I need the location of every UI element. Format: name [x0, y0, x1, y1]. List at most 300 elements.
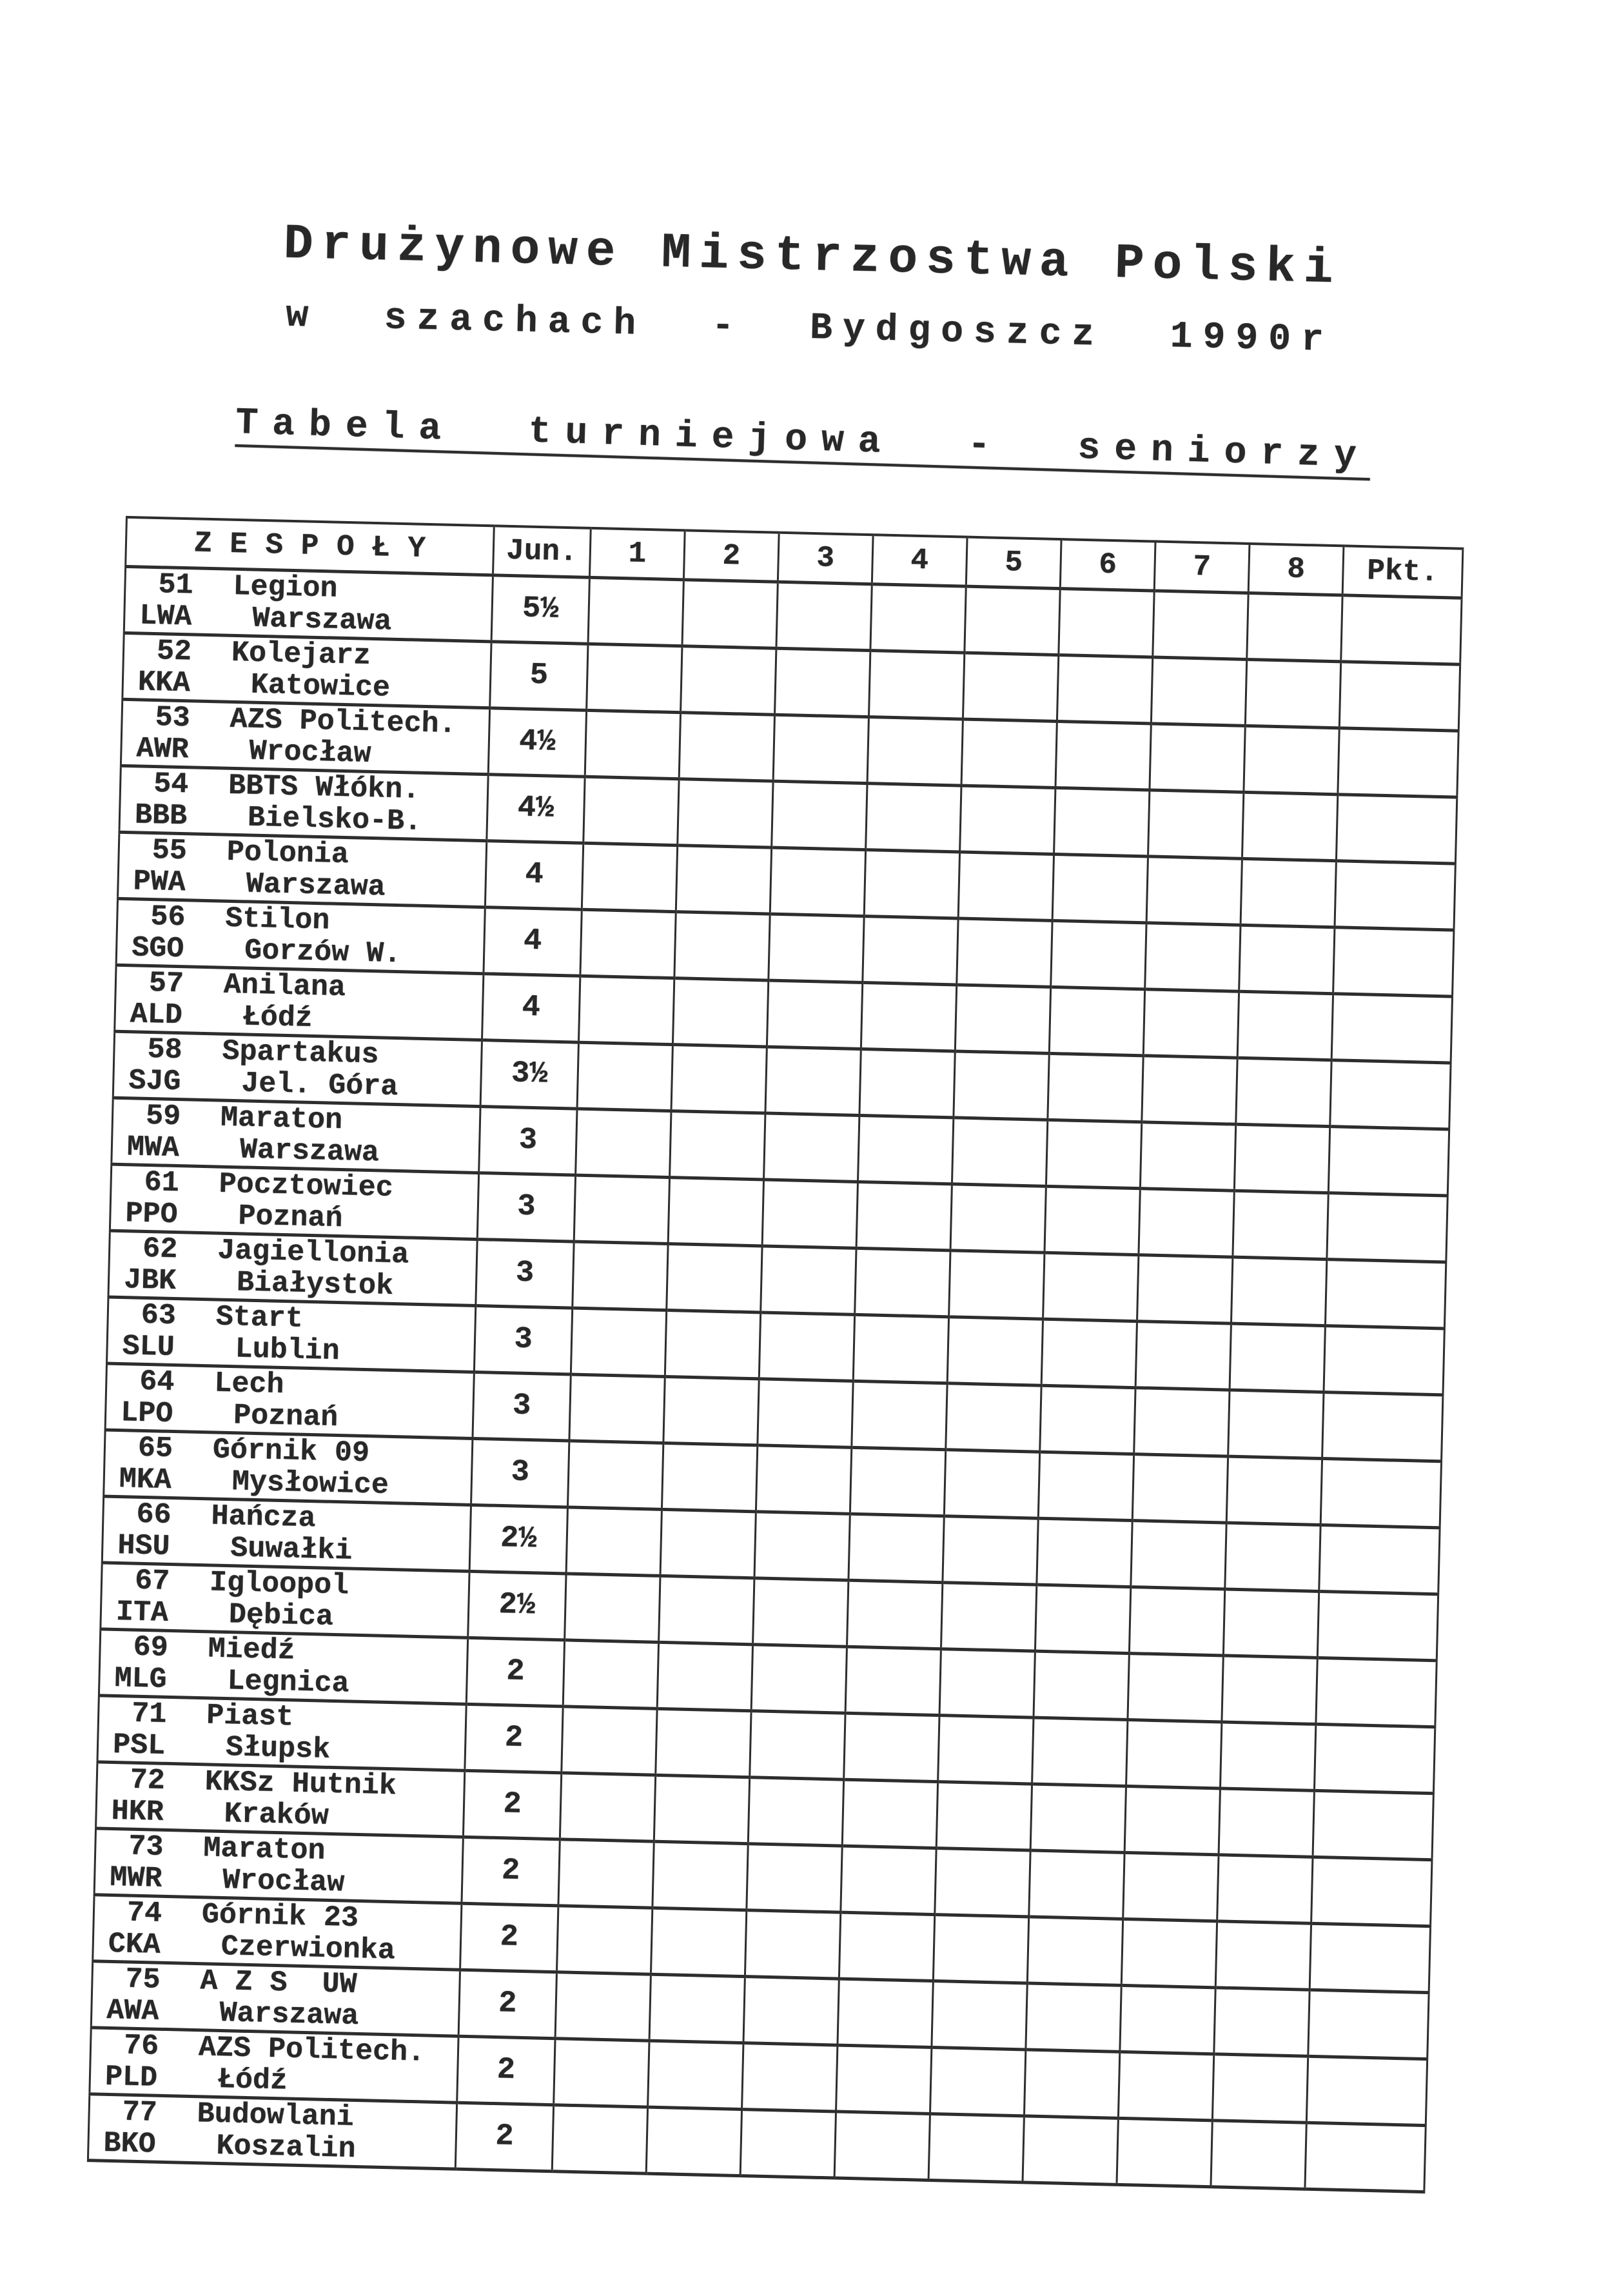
team-code: SLU — [122, 1329, 175, 1364]
pkt-cell — [1306, 2056, 1427, 2125]
team-city: Warszawa — [219, 1996, 359, 2033]
round-6-cell — [1029, 1850, 1124, 1919]
team-club: Spartakus — [221, 1034, 380, 1071]
round-6-cell — [1035, 1585, 1130, 1653]
round-7-cell — [1137, 1254, 1233, 1323]
pkt-cell — [1341, 595, 1462, 664]
round-6-cell — [1040, 1385, 1135, 1454]
team-club: Pocztowiec — [219, 1167, 394, 1205]
jun-score-cell: 3 — [477, 1173, 575, 1242]
round-5-cell — [952, 1117, 1047, 1185]
round-5-cell — [930, 2047, 1025, 2115]
team-cell — [104, 1430, 473, 1505]
jun-score-cell: 4½ — [487, 774, 585, 843]
team-code: BBB — [134, 798, 188, 833]
round-1-cell — [576, 1109, 671, 1177]
round-2-cell — [670, 1111, 765, 1179]
round-8-cell — [1234, 1124, 1329, 1193]
round-6-cell — [1032, 1717, 1128, 1786]
round-1-cell — [580, 909, 676, 978]
round-1-cell — [588, 577, 683, 646]
round-4-cell — [845, 1647, 941, 1715]
round-8-cell — [1225, 1523, 1320, 1591]
team-club: Górnik 23 — [201, 1897, 359, 1935]
jun-score-cell: 2½ — [468, 1571, 566, 1640]
round-3-cell — [764, 1113, 859, 1182]
round-1-cell — [584, 777, 679, 845]
round-6-cell — [1048, 1053, 1143, 1122]
pkt-cell — [1322, 1392, 1443, 1461]
round-7-cell — [1118, 2052, 1213, 2120]
round-2-cell — [657, 1642, 752, 1710]
round-6-cell — [1023, 2115, 1118, 2184]
team-city: Wrocław — [222, 1863, 345, 1899]
team-number: 58 — [146, 1033, 183, 1067]
round-4-cell — [868, 650, 964, 718]
round-1-cell — [552, 2104, 647, 2173]
team-cell — [88, 2093, 456, 2168]
round-6-cell — [1024, 2049, 1119, 2117]
round-3-cell — [751, 1644, 847, 1712]
round-6-cell — [1030, 1784, 1126, 1852]
round-2-cell — [672, 978, 768, 1046]
team-code: LPO — [120, 1396, 173, 1430]
round-6-cell — [1054, 787, 1150, 856]
round-8-cell — [1233, 1191, 1328, 1259]
round-5-cell — [949, 1250, 1045, 1318]
team-cell — [101, 1562, 469, 1637]
round-4-cell — [855, 1248, 950, 1316]
round-4-cell — [858, 1115, 954, 1183]
round-6-cell — [1034, 1651, 1129, 1719]
team-club: Górnik 09 — [212, 1432, 370, 1470]
round-3-cell — [769, 914, 864, 982]
team-city: Słupsk — [225, 1730, 331, 1767]
round-4-cell — [844, 1713, 939, 1781]
team-cell — [124, 566, 493, 641]
round-7-cell — [1132, 1454, 1228, 1522]
round-7-cell — [1123, 1852, 1219, 1921]
round-1-cell — [562, 1706, 657, 1774]
jun-score-cell: 4 — [484, 907, 582, 976]
team-code: JBK — [123, 1263, 177, 1298]
jun-score-cell: 2 — [460, 1903, 558, 1972]
col-header-round-1: 1 — [589, 528, 685, 579]
team-cell — [97, 1695, 466, 1770]
round-1-cell — [569, 1374, 665, 1443]
round-2-cell — [651, 1908, 746, 1976]
jun-score-cell: 2 — [465, 1704, 563, 1773]
col-header-round-7: 7 — [1154, 542, 1250, 593]
round-3-cell — [742, 2043, 838, 2111]
team-number: 75 — [124, 1963, 161, 1997]
round-8-cell — [1217, 1854, 1313, 1923]
round-2-cell — [649, 1974, 745, 2043]
page-title: Drużynowe Mistrzostwa Polski — [282, 216, 1342, 297]
pkt-cell — [1336, 794, 1457, 863]
team-number: 71 — [131, 1697, 167, 1731]
col-header-round-4: 4 — [872, 535, 967, 586]
pkt-cell — [1327, 1193, 1447, 1262]
jun-score-cell: 3 — [471, 1438, 569, 1507]
team-number: 73 — [128, 1830, 164, 1864]
round-2-cell — [656, 1708, 751, 1777]
team-city: Łódź — [242, 1000, 313, 1035]
round-4-cell — [842, 1779, 937, 1848]
team-cell — [107, 1297, 476, 1372]
round-8-cell — [1211, 2120, 1306, 2188]
team-club: Maraton — [220, 1101, 343, 1137]
team-number: 65 — [137, 1431, 173, 1465]
team-city: Bielsko-B. — [247, 800, 422, 838]
team-club: Maraton — [202, 1831, 326, 1868]
team-code: MLG — [113, 1661, 168, 1696]
team-city: Dębica — [228, 1598, 334, 1634]
round-1-cell — [558, 1839, 654, 1907]
jun-score-cell: 3 — [474, 1305, 572, 1374]
col-header-round-6: 6 — [1060, 539, 1155, 590]
team-number: 76 — [123, 2028, 159, 2063]
team-club: Hańcza — [210, 1499, 317, 1535]
round-7-cell — [1117, 2118, 1212, 2186]
round-6-cell — [1027, 1916, 1123, 1984]
team-city: Gorzów W. — [244, 933, 402, 971]
team-number: 77 — [122, 2095, 158, 2130]
round-3-cell — [772, 781, 867, 849]
round-6-cell — [1051, 920, 1146, 989]
round-4-cell — [859, 1049, 955, 1117]
round-1-cell — [557, 1905, 652, 1974]
team-cell — [91, 1961, 460, 2035]
team-club: Budowlani — [197, 2097, 355, 2134]
round-8-cell — [1239, 925, 1335, 993]
round-7-cell — [1121, 1919, 1217, 1987]
team-code: KKA — [137, 665, 191, 700]
team-code: CKA — [108, 1927, 161, 1962]
round-2-cell — [668, 1177, 763, 1245]
team-code: AWR — [135, 731, 190, 766]
pkt-cell — [1308, 1990, 1429, 2059]
jun-score-cell: 2 — [462, 1837, 560, 1906]
team-city: Warszawa — [246, 867, 386, 904]
round-1-cell — [585, 710, 680, 778]
round-6-cell — [1049, 987, 1144, 1055]
jun-score-cell: 2 — [466, 1638, 564, 1707]
round-6-cell — [1059, 588, 1154, 657]
team-cell — [110, 1164, 478, 1239]
team-cell — [94, 1828, 463, 1903]
round-3-cell — [767, 980, 862, 1049]
round-2-cell — [652, 1841, 748, 1910]
round-1-cell — [574, 1175, 669, 1243]
round-6-cell — [1045, 1186, 1140, 1254]
team-city: Koszalin — [215, 2129, 357, 2166]
round-8-cell — [1215, 1921, 1311, 1989]
team-cell — [112, 1098, 480, 1173]
round-1-cell — [571, 1308, 666, 1376]
round-7-cell — [1131, 1520, 1226, 1588]
round-2-cell — [676, 845, 771, 913]
pkt-cell — [1335, 860, 1455, 929]
page-subtitle-event: w szachach - Bydgoszcz 1990r — [285, 295, 1335, 362]
team-city: Katowice — [250, 668, 391, 705]
pkt-cell — [1311, 1857, 1432, 1926]
team-city: Suwałki — [230, 1531, 353, 1568]
team-city: Poznań — [237, 1199, 344, 1235]
round-1-cell — [555, 1972, 651, 2040]
pkt-cell — [1310, 1923, 1430, 1992]
team-club: Igloopol — [209, 1565, 349, 1602]
round-5-cell — [958, 852, 1054, 920]
round-2-cell — [646, 2107, 741, 2175]
team-city: Wrocław — [248, 735, 372, 771]
round-5-cell — [928, 2113, 1024, 2182]
round-1-cell — [563, 1639, 658, 1708]
team-city: Poznań — [233, 1398, 338, 1434]
round-5-cell — [950, 1183, 1046, 1252]
round-2-cell — [679, 712, 774, 780]
team-number: 59 — [145, 1099, 181, 1133]
round-8-cell — [1237, 991, 1333, 1060]
round-3-cell — [765, 1047, 861, 1115]
team-club: Start — [215, 1300, 304, 1336]
round-5-cell — [957, 918, 1052, 986]
pkt-cell — [1325, 1259, 1446, 1328]
round-8-cell — [1222, 1655, 1317, 1723]
round-1-cell — [573, 1242, 668, 1310]
team-club: Polonia — [226, 835, 349, 871]
round-2-cell — [648, 2041, 743, 2109]
team-code: MKA — [119, 1462, 172, 1497]
round-7-cell — [1124, 1786, 1220, 1854]
round-3-cell — [762, 1179, 858, 1247]
round-3-cell — [748, 1777, 843, 1845]
round-7-cell — [1146, 856, 1242, 924]
round-7-cell — [1150, 723, 1245, 791]
team-club: Legion — [232, 569, 338, 606]
round-4-cell — [856, 1182, 952, 1250]
pkt-cell — [1314, 1724, 1435, 1793]
round-7-cell — [1145, 922, 1241, 991]
team-city: Mysłowice — [231, 1465, 389, 1502]
team-cell — [115, 965, 484, 1040]
team-city: Kraków — [224, 1797, 329, 1833]
round-4-cell — [866, 783, 961, 851]
round-5-cell — [938, 1715, 1034, 1783]
round-8-cell — [1212, 2054, 1308, 2122]
jun-score-cell: 2½ — [469, 1505, 567, 1574]
jun-score-cell: 4 — [482, 973, 580, 1042]
pkt-cell — [1331, 993, 1452, 1062]
round-8-cell — [1245, 659, 1340, 727]
round-4-cell — [836, 2045, 932, 2113]
jun-score-cell: 4½ — [488, 708, 586, 777]
round-5-cell — [939, 1648, 1035, 1717]
round-7-cell — [1148, 789, 1244, 858]
round-7-cell — [1140, 1122, 1235, 1190]
round-8-cell — [1230, 1323, 1325, 1392]
team-club: Jagiellonia — [217, 1234, 409, 1272]
round-3-cell — [754, 1511, 850, 1579]
round-5-cell — [933, 1914, 1028, 1983]
team-number: 64 — [139, 1365, 175, 1399]
round-6-cell — [1055, 721, 1151, 789]
team-cell — [108, 1231, 477, 1305]
col-header-round-8: 8 — [1248, 544, 1344, 595]
jun-score-cell: 3 — [479, 1106, 577, 1175]
team-city: Czerwionka — [221, 1930, 396, 1967]
team-code: MWR — [109, 1861, 162, 1895]
round-3-cell — [761, 1245, 856, 1314]
col-header-round-3: 3 — [778, 533, 873, 584]
jun-score-cell: 2 — [455, 2103, 553, 2172]
round-1-cell — [578, 976, 674, 1044]
round-2-cell — [659, 1576, 754, 1644]
round-5-cell — [936, 1781, 1032, 1850]
round-1-cell — [582, 843, 677, 911]
round-8-cell — [1223, 1589, 1319, 1658]
round-2-cell — [681, 646, 776, 714]
round-3-cell — [759, 1312, 854, 1380]
jun-score-cell: 5½ — [491, 575, 589, 644]
round-1-cell — [565, 1573, 660, 1641]
round-4-cell — [852, 1381, 947, 1449]
team-club: Stilon — [224, 902, 330, 938]
tournament-table — [87, 516, 1464, 2193]
round-8-cell — [1219, 1788, 1314, 1856]
round-3-cell — [776, 582, 872, 650]
round-3-cell — [758, 1378, 853, 1447]
team-code: PSL — [112, 1728, 166, 1763]
team-number: 69 — [133, 1630, 169, 1665]
round-5-cell — [935, 1848, 1030, 1916]
round-8-cell — [1244, 726, 1339, 794]
round-2-cell — [662, 1443, 757, 1511]
team-city: Legnica — [226, 1664, 350, 1701]
team-code: AWA — [106, 1994, 160, 2028]
team-number: 56 — [150, 900, 186, 934]
team-number: 54 — [153, 767, 189, 801]
round-1-cell — [560, 1772, 655, 1841]
team-club: Kolejarz — [231, 636, 371, 673]
pkt-cell — [1316, 1658, 1437, 1727]
round-7-cell — [1129, 1587, 1224, 1655]
round-3-cell — [775, 648, 870, 717]
round-7-cell — [1134, 1387, 1230, 1456]
table-caption: Tabela turniejowa - seniorzy — [235, 402, 1371, 479]
team-code: ALD — [130, 997, 183, 1032]
team-city: Warszawa — [251, 602, 392, 638]
round-2-cell — [654, 1775, 749, 1843]
round-2-cell — [667, 1243, 762, 1312]
round-8-cell — [1247, 593, 1342, 661]
team-club: AZS Politech. — [230, 702, 457, 741]
round-7-cell — [1142, 1055, 1237, 1123]
round-6-cell — [1038, 1452, 1133, 1520]
team-club: Miedź — [208, 1632, 296, 1668]
round-2-cell — [665, 1310, 760, 1378]
team-number: 62 — [142, 1232, 178, 1266]
team-code: PPO — [124, 1196, 179, 1231]
round-7-cell — [1143, 989, 1239, 1057]
round-5-cell — [943, 1516, 1038, 1584]
round-6-cell — [1057, 655, 1152, 723]
team-code: HSU — [117, 1529, 170, 1563]
round-2-cell — [682, 579, 778, 648]
round-4-cell — [841, 1846, 936, 1914]
round-6-cell — [1043, 1252, 1139, 1321]
round-5-cell — [944, 1449, 1039, 1518]
jun-score-cell: 2 — [458, 1970, 556, 2039]
round-2-cell — [674, 911, 770, 980]
round-7-cell — [1139, 1188, 1234, 1256]
round-2-cell — [663, 1376, 759, 1445]
round-7-cell — [1153, 590, 1248, 658]
round-4-cell — [834, 2112, 930, 2180]
round-3-cell — [740, 2109, 836, 2177]
team-club: Piast — [206, 1698, 294, 1734]
round-1-cell — [577, 1042, 672, 1111]
round-1-cell — [567, 1440, 663, 1509]
round-4-cell — [839, 1912, 934, 1981]
round-3-cell — [743, 1976, 839, 2044]
team-city: Warszawa — [239, 1133, 380, 1169]
round-8-cell — [1214, 1987, 1310, 2055]
round-2-cell — [660, 1509, 756, 1578]
team-number: 51 — [157, 568, 194, 602]
round-2-cell — [671, 1044, 767, 1113]
round-7-cell — [1126, 1719, 1222, 1788]
team-number: 52 — [156, 634, 192, 668]
team-cell — [96, 1761, 465, 1836]
team-cell — [116, 898, 485, 973]
round-5-cell — [963, 653, 1058, 721]
team-cell — [93, 1894, 462, 1969]
round-3-cell — [756, 1445, 851, 1513]
round-1-cell — [554, 2038, 649, 2106]
team-cell — [102, 1496, 471, 1570]
team-city: Białystok — [236, 1265, 394, 1303]
round-3-cell — [745, 1910, 840, 1978]
pkt-cell — [1317, 1591, 1438, 1660]
team-code: HKR — [111, 1794, 164, 1829]
table-body — [88, 566, 1462, 2192]
team-code: SGO — [131, 931, 184, 965]
col-header-round-2: 2 — [683, 530, 779, 581]
round-2-cell — [678, 778, 773, 847]
team-club: AZS Politech. — [198, 2030, 426, 2069]
jun-score-cell: 3 — [473, 1372, 571, 1441]
team-code: PWA — [133, 864, 186, 899]
jun-score-cell: 3½ — [480, 1040, 578, 1109]
round-7-cell — [1151, 657, 1246, 725]
team-code: SJG — [128, 1064, 181, 1098]
round-8-cell — [1226, 1456, 1322, 1525]
round-4-cell — [864, 849, 959, 918]
round-8-cell — [1241, 858, 1336, 927]
round-4-cell — [867, 717, 963, 785]
pkt-cell — [1339, 661, 1460, 730]
pkt-cell — [1319, 1525, 1440, 1594]
col-header-round-5: 5 — [966, 537, 1061, 588]
jun-score-cell: 4 — [485, 840, 583, 909]
round-4-cell — [861, 982, 956, 1051]
round-8-cell — [1221, 1721, 1316, 1790]
team-number: 67 — [134, 1564, 170, 1598]
team-code: LWA — [139, 599, 192, 633]
round-4-cell — [849, 1514, 944, 1582]
round-6-cell — [1037, 1518, 1132, 1587]
